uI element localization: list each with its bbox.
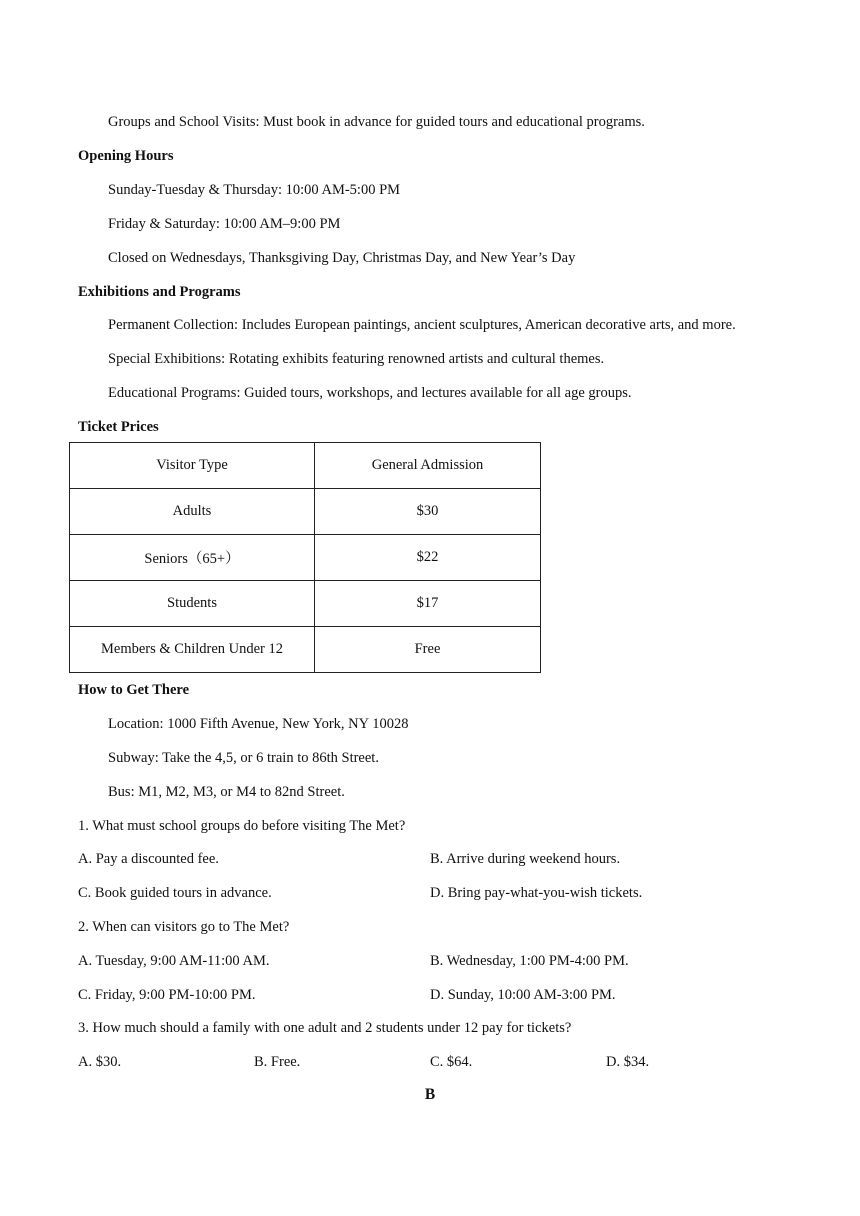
ticket-prices-table [69, 442, 541, 673]
answer-option: B. Wednesday, 1:00 PM-4:00 PM. [430, 953, 629, 969]
table-header-cell: Visitor Type [70, 443, 315, 489]
exhibitions-line: Permanent Collection: Includes European paintings, ancient sculptures, American decorative arts, and more. [108, 317, 736, 333]
table-row [70, 581, 541, 627]
ticket-prices-heading: Ticket Prices [78, 419, 159, 435]
intro-line: Groups and School Visits: Must book in advance for guided tours and educational programs. [108, 114, 645, 130]
answer-option: C. Friday, 9:00 PM-10:00 PM. [78, 987, 256, 1003]
table-cell: $30 [315, 489, 541, 535]
directions-line: Bus: M1, M2, M3, or M4 to 82nd Street. [108, 784, 345, 800]
directions-line: Location: 1000 Fifth Avenue, New York, NY 10028 [108, 716, 409, 732]
answer-option: C. Book guided tours in advance. [78, 885, 272, 901]
table-header-cell: General Admission [315, 443, 541, 489]
table-row [70, 535, 541, 581]
table-cell: $22 [315, 535, 541, 581]
opening-hours-line: Friday & Saturday: 10:00 AM–9:00 PM [108, 216, 341, 232]
exhibitions-line: Special Exhibitions: Rotating exhibits featuring renowned artists and cultural themes. [108, 351, 605, 367]
table-row [70, 627, 541, 673]
table-cell: Adults [70, 489, 315, 535]
question-stem: 1. What must school groups do before visiting The Met? [78, 818, 406, 834]
opening-hours-heading: Opening Hours [78, 148, 174, 164]
section-label: B [424, 1086, 436, 1103]
table-cell: $17 [315, 581, 541, 627]
answer-option: D. Sunday, 10:00 AM-3:00 PM. [430, 987, 616, 1003]
answer-option: B. Free. [254, 1054, 301, 1070]
answer-option: C. $64. [430, 1054, 473, 1070]
answer-option: D. $34. [606, 1054, 650, 1070]
table-cell: Members & Children Under 12 [70, 627, 315, 673]
table-cell: Free [315, 627, 541, 673]
opening-hours-line: Sunday-Tuesday & Thursday: 10:00 AM-5:00 PM [108, 182, 401, 198]
directions-line: Subway: Take the 4,5, or 6 train to 86th Street. [108, 750, 379, 766]
answer-option: A. $30. [78, 1054, 122, 1070]
directions-heading: How to Get There [78, 682, 190, 698]
answer-option: A. Tuesday, 9:00 AM-11:00 AM. [78, 953, 270, 969]
answer-option: A. Pay a discounted fee. [78, 851, 219, 867]
answer-option: D. Bring pay-what-you-wish tickets. [430, 885, 643, 901]
exhibitions-heading: Exhibitions and Programs [78, 284, 241, 300]
question-stem: 2. When can visitors go to The Met? [78, 919, 290, 935]
opening-hours-line: Closed on Wednesdays, Thanksgiving Day, Christmas Day, and New Year’s Day [108, 250, 576, 266]
table-header-row [70, 443, 541, 489]
question-stem: 3. How much should a family with one adult and 2 students under 12 pay for tickets? [78, 1020, 572, 1036]
table-row [70, 489, 541, 535]
table-cell: Seniors（65+） [70, 535, 315, 581]
exhibitions-line: Educational Programs: Guided tours, workshops, and lectures available for all age groups. [108, 385, 632, 401]
answer-option: B. Arrive during weekend hours. [430, 851, 621, 867]
table-cell: Students [70, 581, 315, 627]
